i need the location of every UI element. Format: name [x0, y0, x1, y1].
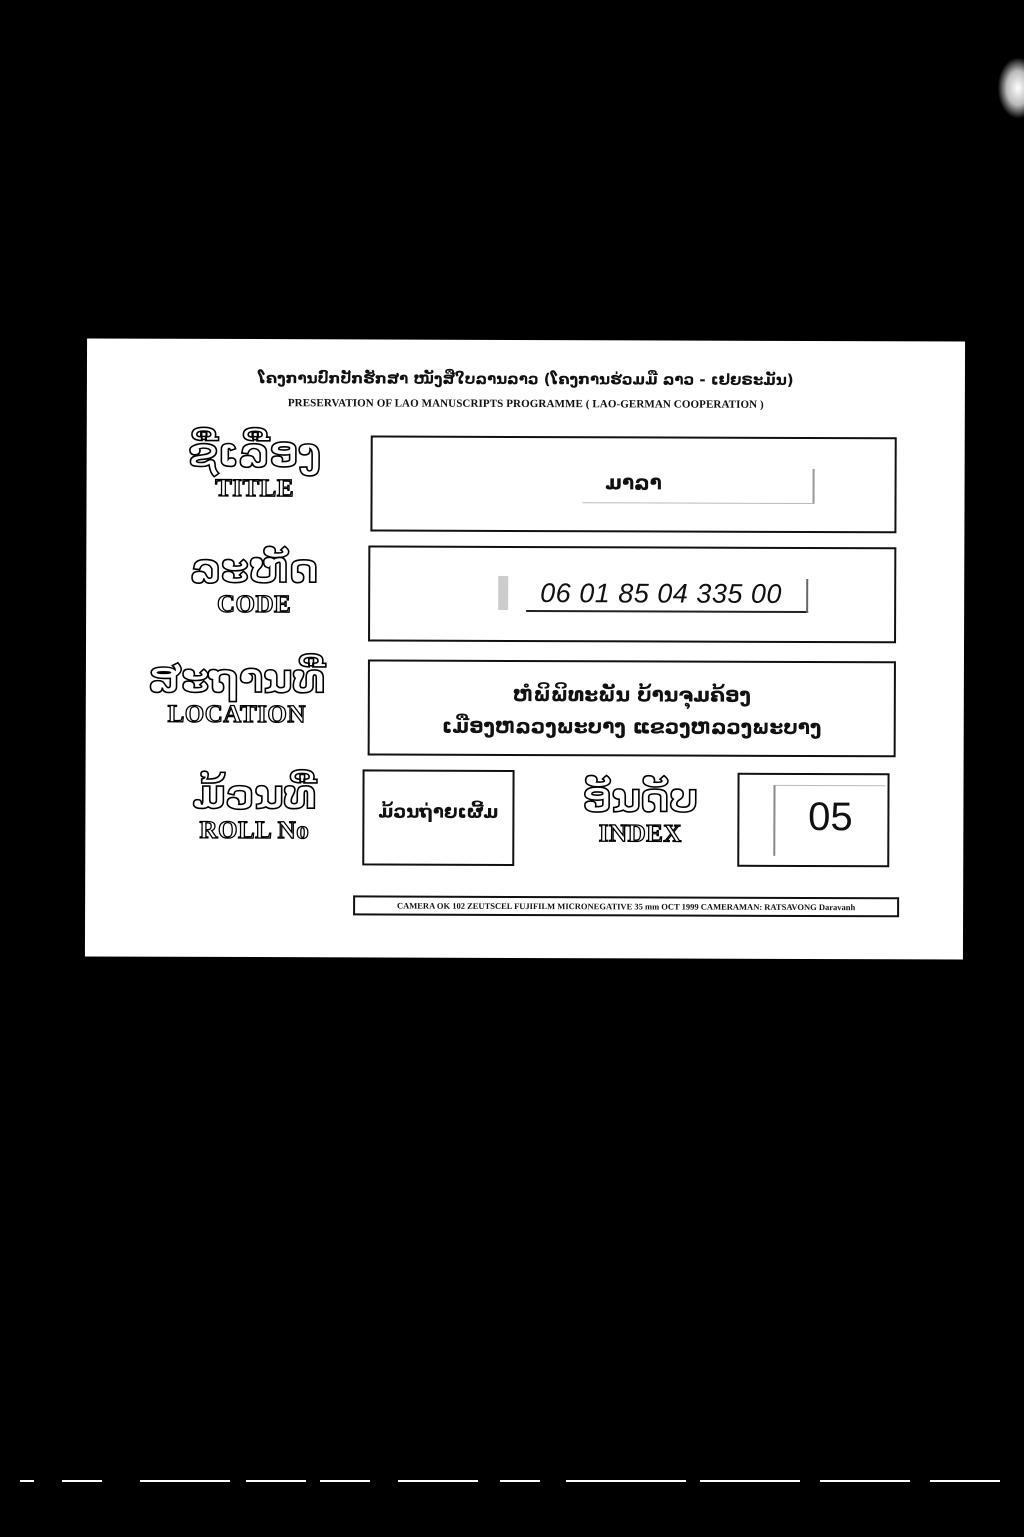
location-label — [142, 657, 332, 730]
edge-mark — [246, 1480, 306, 1482]
roll-label-en: ROLL No — [199, 816, 310, 845]
index-label-en: INDEX — [598, 820, 682, 848]
camera-footer: CAMERA OK 102 ZEUTSCEL FUJIFILM MICRONEGATIVE 35 mm OCT 1999 CAMERAMAN: RATSAVONG Daravanh — [353, 895, 899, 917]
edge-mark — [320, 1480, 370, 1482]
location-line-2: ເມືອງຫລວງພະບາງ ແຂວງຫລວງພະບາງ — [442, 713, 822, 740]
code-bar — [806, 579, 808, 613]
edge-mark — [500, 1480, 540, 1482]
title-field — [370, 435, 896, 533]
roll-label — [179, 773, 329, 846]
location-field — [368, 659, 896, 757]
edge-mark — [62, 1480, 102, 1482]
code-shadow — [498, 576, 508, 610]
index-value: 05 — [808, 794, 853, 840]
location-label-lao: ສະຖານທີ່ — [148, 655, 326, 703]
code-label — [174, 547, 334, 620]
edge-mark — [700, 1480, 800, 1482]
code-value: 06 01 85 04 335 00 — [540, 578, 782, 609]
film-edge-marks — [0, 1476, 1024, 1486]
title-label-en: TITLE — [215, 474, 295, 503]
code-label-en: CODE — [216, 590, 292, 619]
header-english: PRESERVATION OF LAO MANUSCRIPTS PROGRAMME ( LAO-GERMAN COOPERATION ) — [287, 397, 764, 411]
index-label — [565, 776, 715, 849]
edge-mark — [930, 1480, 1000, 1482]
code-field — [368, 545, 896, 643]
index-label-lao: ອັນດັບ — [582, 775, 699, 822]
title-label — [175, 431, 335, 504]
edge-mark — [140, 1480, 230, 1482]
film-glare — [998, 58, 1024, 118]
location-label-en: LOCATION — [167, 700, 306, 729]
code-underline — [526, 610, 808, 613]
header-lao: ໂຄງການປົກປັກຮັກສາ ໜັງສືໃບລານລາວ (ໂຄງການຮ່ວມມື ລາວ - ເຢຍຣະມັນ) — [258, 369, 794, 389]
roll-field — [362, 769, 514, 866]
edge-mark — [398, 1480, 478, 1482]
microfilm-target-card — [85, 338, 965, 959]
location-line-1: ຫໍພິພິທະພັນ ບ້ານຈຸມຄ້ອງ — [512, 681, 751, 707]
title-value: ມາລາ — [605, 470, 662, 495]
edge-mark — [566, 1480, 686, 1482]
roll-label-lao: ມ້ວນທີ່ — [192, 771, 317, 819]
edge-mark — [20, 1480, 34, 1482]
roll-value: ມ້ວນຖ່າຍເຜີ້ມ — [378, 801, 499, 823]
code-label-lao: ລະຫັດ — [190, 545, 319, 593]
title-label-lao: ຊື່ເລື່ອງ — [188, 429, 322, 477]
edge-mark — [820, 1480, 910, 1482]
index-field — [737, 773, 889, 868]
